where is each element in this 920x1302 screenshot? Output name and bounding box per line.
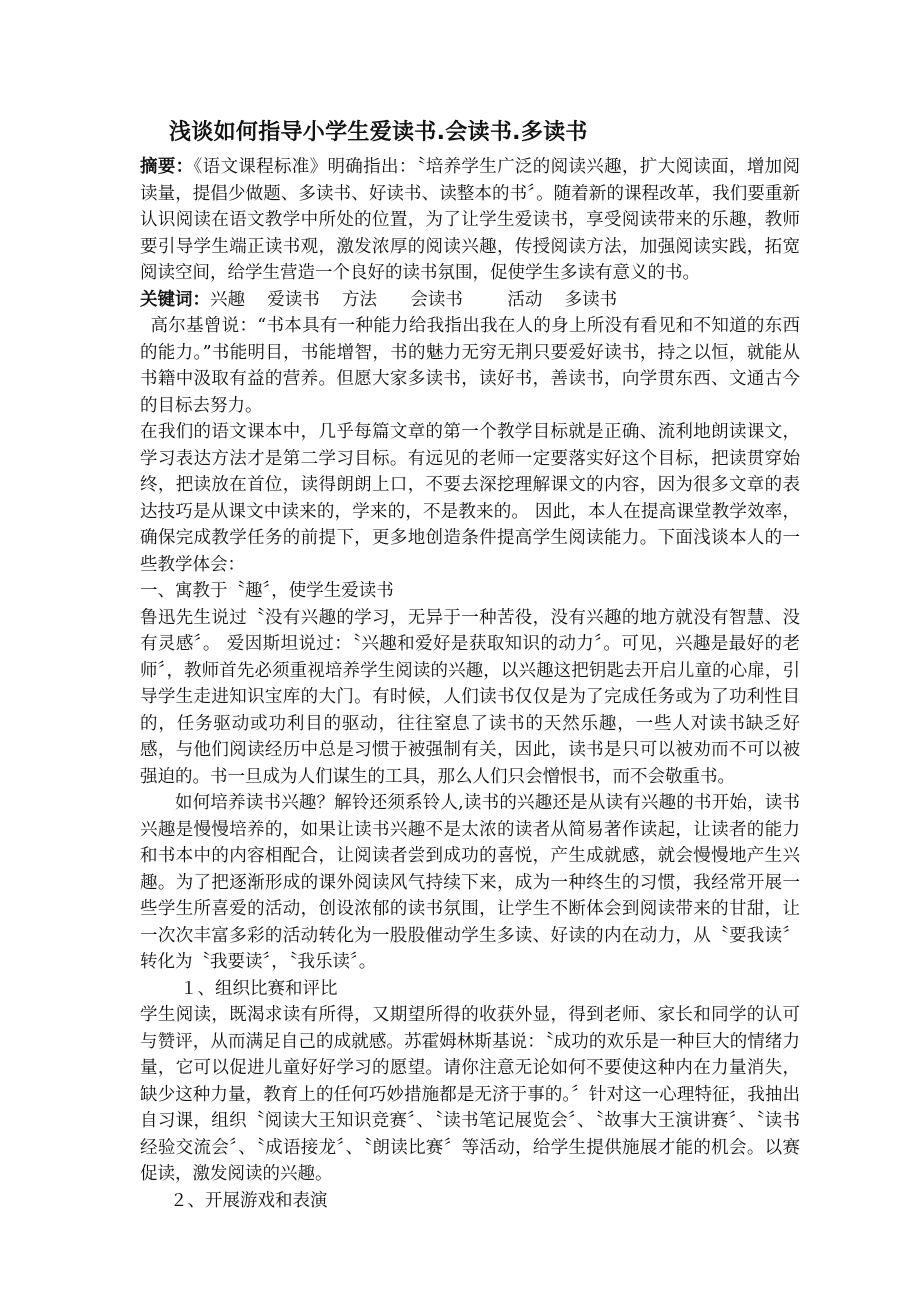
keywords-text: 兴趣 爱读书 方法 会读书 活动 多读书: [210, 289, 618, 310]
paragraph-competitions: 学生阅读，既渴求读有所得，又期望所得的收获外显，得到老师、家长和同学的认可与赞评，从而满足自己的成就感。苏霍姆林斯基说：〝成功的欢乐是一种巨大的情绪力量，它可以促进儿童好好学习的愿望。请你注意无论如何不要使这种内在力量消失，缺少这种力量，教育上的任何巧妙措施都是无济于事的。〞针对这一心理特征，我抽出自习课，组织〝阅读大王知识竞赛〞、〝读书笔记展览会〞、〝故事大王演讲赛〞、〝读书经验交流会〞、〝成语接龙〞、〝朗读比赛〞等活动，给学生提供施展才能的机会。以赛促读，激发阅读的兴趣。: [140, 1005, 800, 1184]
paragraph-interest: 鲁迅先生说过〝没有兴趣的学习，无异于一种苦役，没有兴趣的地方就没有智慧、没有灵感〞。 爱因斯坦说过：〝兴趣和爱好是获取知识的动力〞。可见，兴趣是最好的老师〞，教师首先必须重视培养学生阅读的兴趣，以兴趣这把钥匙去开启儿童的心扉，引导学生走进知识宝库的大门。有时候，人们读书仅仅是为了完成任务或为了功利性目的，任务驱动或功利目的驱动，往往窒息了读书的天然乐趣，一些人对读书缺乏好感，与他们阅读经历中总是习惯于被强制有关，因此，读书是只可以被劝而不可以被强迫的。书一旦成为人们谋生的工具，那么人们只会憎恨书，而不会敬重书。: [140, 607, 800, 787]
abstract-paragraph: [140, 154, 800, 287]
document-title: 浅谈如何指导小学生爱读书.会读书.多读书: [169, 120, 588, 145]
abstract-text: 《语文课程标准》明确指出：〝培养学生广泛的阅读兴趣，扩大阅读面，增加阅读量，提倡少做题、多读书、好读书、读整本的书〞。随着新的课程改革，我们要重新认识阅读在语文教学中所处的位置，为了让学生爱读书，享受阅读带来的乐趣，教师要引导学生端正读书观，激发浓厚的阅读兴趣，传授阅读方法，加强阅读实践，拓宽阅读空间，给学生营造一个良好的读书氛围，促使学生多读有意义的书。: [140, 157, 800, 283]
paragraph-cultivate-interest: 如何培养读书兴趣？解铃还须系铃人,读书的兴趣还是从读有兴趣的书开始，读书兴趣是慢慢培养的，如果让读书兴趣不是太浓的读者从简易著作读起，让读者的能力和书本中的内容相配合，让阅读者尝到成功的喜悦，产生成就感，就会慢慢地产生兴趣。为了把逐渐形成的课外阅读风气持续下来，成为一种终生的习惯，我经常开展一些学生所喜爱的活动，创设浓郁的读书氛围，让学生不断体会到阅读带来的甘甜，让一次次丰富多彩的活动转化为一股股催动学生多读、好读的内在动力，从〝要我读〞转化为〝我要读〞，〝我乐读〞。: [140, 793, 800, 972]
paragraph-gorky-quote: 高尔基曾说：“书本具有一种能力给我指出我在人的身上所没有看见和不知道的东西的能力。”书能明目，书能增智，书的魅力无穷无荆只要爱好读书，持之以恒，就能从书籍中汲取有益的营养。但愿大家多读书，读好书，善读书，向学贯东西、文通古今的目标去努力。: [140, 316, 800, 416]
document-page: [140, 118, 800, 1214]
subsection-heading-2: ２、开展游戏和表演: [170, 1190, 328, 1211]
paragraph-textbook-reading: 在我们的语文课本中，几乎每篇文章的第一个教学目标就是正确、流利地朗读课文，学习表达方法才是第二学习目标。有远见的老师一定要落实好这个目标，把读贯穿始终，把读放在首位，读得朗朗上口，不要去深挖理解课文的内容，因为很多文章的表达技巧是从课文中读来的，学来的，不是教来的。 因此，本人在提高课堂教学效率，确保完成教学任务的前提下，更多地创造条件提高学生阅读能力。下面浅谈本人的一些教学体会：: [140, 422, 800, 575]
section-heading-1: 一、寓教于〝趣〞，使学生爱读书: [140, 581, 394, 601]
abstract-label: 摘要：: [140, 157, 194, 177]
subsection-heading-1: １、组织比赛和评比: [180, 978, 338, 999]
keywords-paragraph: [140, 287, 800, 314]
keywords-label: 关键词：: [140, 289, 210, 310]
